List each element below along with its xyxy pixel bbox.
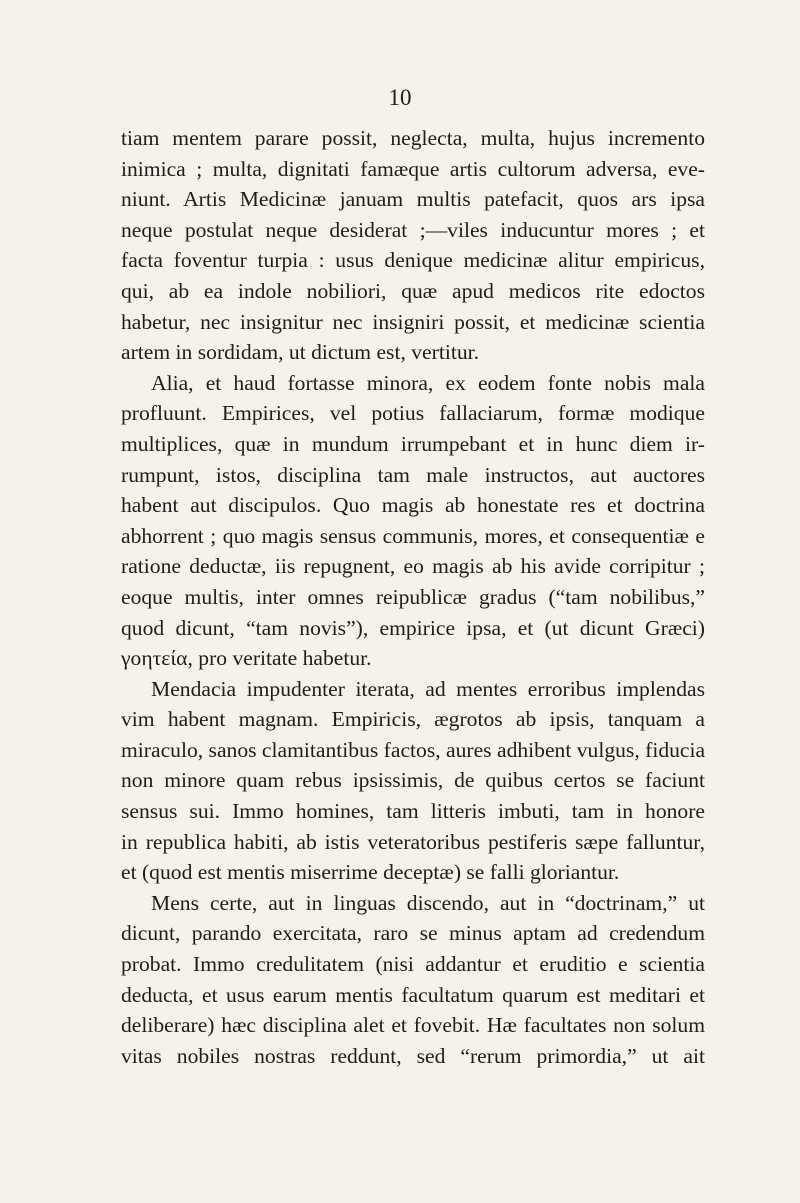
page-number: 10 [388, 85, 412, 110]
text-line: tiam mentem parare possit, neglecta, multa, hujus incremento [121, 126, 705, 150]
text-line-greek: γοητεία, pro veritate habetur. [121, 646, 372, 671]
text-line: qui, ab ea indole nobiliori, quæ apud medicos rite edoctos [121, 278, 705, 303]
paragraph-start-line: Alia, et haud fortasse minora, ex eodem fonte nobis mala [151, 370, 705, 395]
text-line: habent aut discipulos. Quo magis ab honestate res et doctrina [121, 493, 705, 518]
text-line: deducta, et usus earum mentis facultatum quarum est meditari et [121, 982, 705, 1007]
text-line: vitas nobiles nostras reddunt, sed “rerum primordia,” ut ait [121, 1043, 705, 1068]
text-line: sensus sui. Immo homines, tam litteris imbuti, tam in honore [121, 799, 705, 824]
text-line: ratione deductæ, iis repugnent, eo magis ab his avide corripitur ; [121, 554, 705, 579]
paragraph-start-line: Mendacia impudenter iterata, ad mentes erroribus implendas [151, 676, 705, 701]
text-line: abhorrent ; quo magis sensus communis, mores, et consequentiæ e [121, 523, 705, 548]
body-text [121, 123, 705, 1071]
text-line: rumpunt, istos, disciplina tam male instructos, aut auctores [121, 462, 705, 487]
text-line: dicunt, parando exercitata, raro se minus aptam ad credendum [121, 921, 705, 946]
text-line: inimica ; multa, dignitati famæque artis cultorum adversa, eve- [121, 156, 705, 181]
text-line: non minore quam rebus ipsissimis, de quibus certos se faciunt [121, 768, 705, 793]
text-line: profluunt. Empirices, vel potius fallaciarum, formæ modique [121, 401, 705, 426]
text-line: probat. Immo credulitatem (nisi addantur et eruditio e scientia [121, 952, 705, 977]
text-line: deliberare) hæc disciplina alet et fovebit. Hæ facultates non solum [121, 1013, 705, 1038]
text-line: niunt. Artis Medicinæ januam multis patefacit, quos ars ipsa [121, 187, 705, 212]
text-line: quod dicunt, “tam novis”), empirice ipsa, et (ut dicunt Græci) [121, 615, 705, 640]
text-line: multiplices, quæ in mundum irrumpebant et in hunc diem ir- [121, 431, 705, 456]
paragraph-start-line: Mens certe, aut in linguas discendo, aut in “doctrinam,” ut [151, 890, 705, 915]
text-line: vim habent magnam. Empiricis, ægrotos ab ipsis, tanquam a [121, 707, 705, 732]
text-line: neque postulat neque desiderat ;—viles inducuntur mores ; et [121, 217, 705, 242]
text-line: habetur, nec insignitur nec insigniri possit, et medicinæ scientia [121, 309, 705, 334]
text-line: et (quod est mentis miserrime deceptæ) se falli gloriantur. [121, 860, 620, 885]
text-line: miraculo, sanos clamitantibus factos, aures adhibent vulgus, fiducia [121, 737, 706, 762]
text-line: in republica habiti, ab istis veteratoribus pestiferis sæpe falluntur, [121, 829, 705, 854]
text-line: artem in sordidam, ut dictum est, vertitur. [121, 340, 480, 365]
text-line: eoque multis, inter omnes reipublicæ gradus (“tam nobilibus,” [121, 584, 705, 609]
text-line: facta foventur turpia : usus denique medicinæ alitur empiricus, [121, 248, 705, 273]
